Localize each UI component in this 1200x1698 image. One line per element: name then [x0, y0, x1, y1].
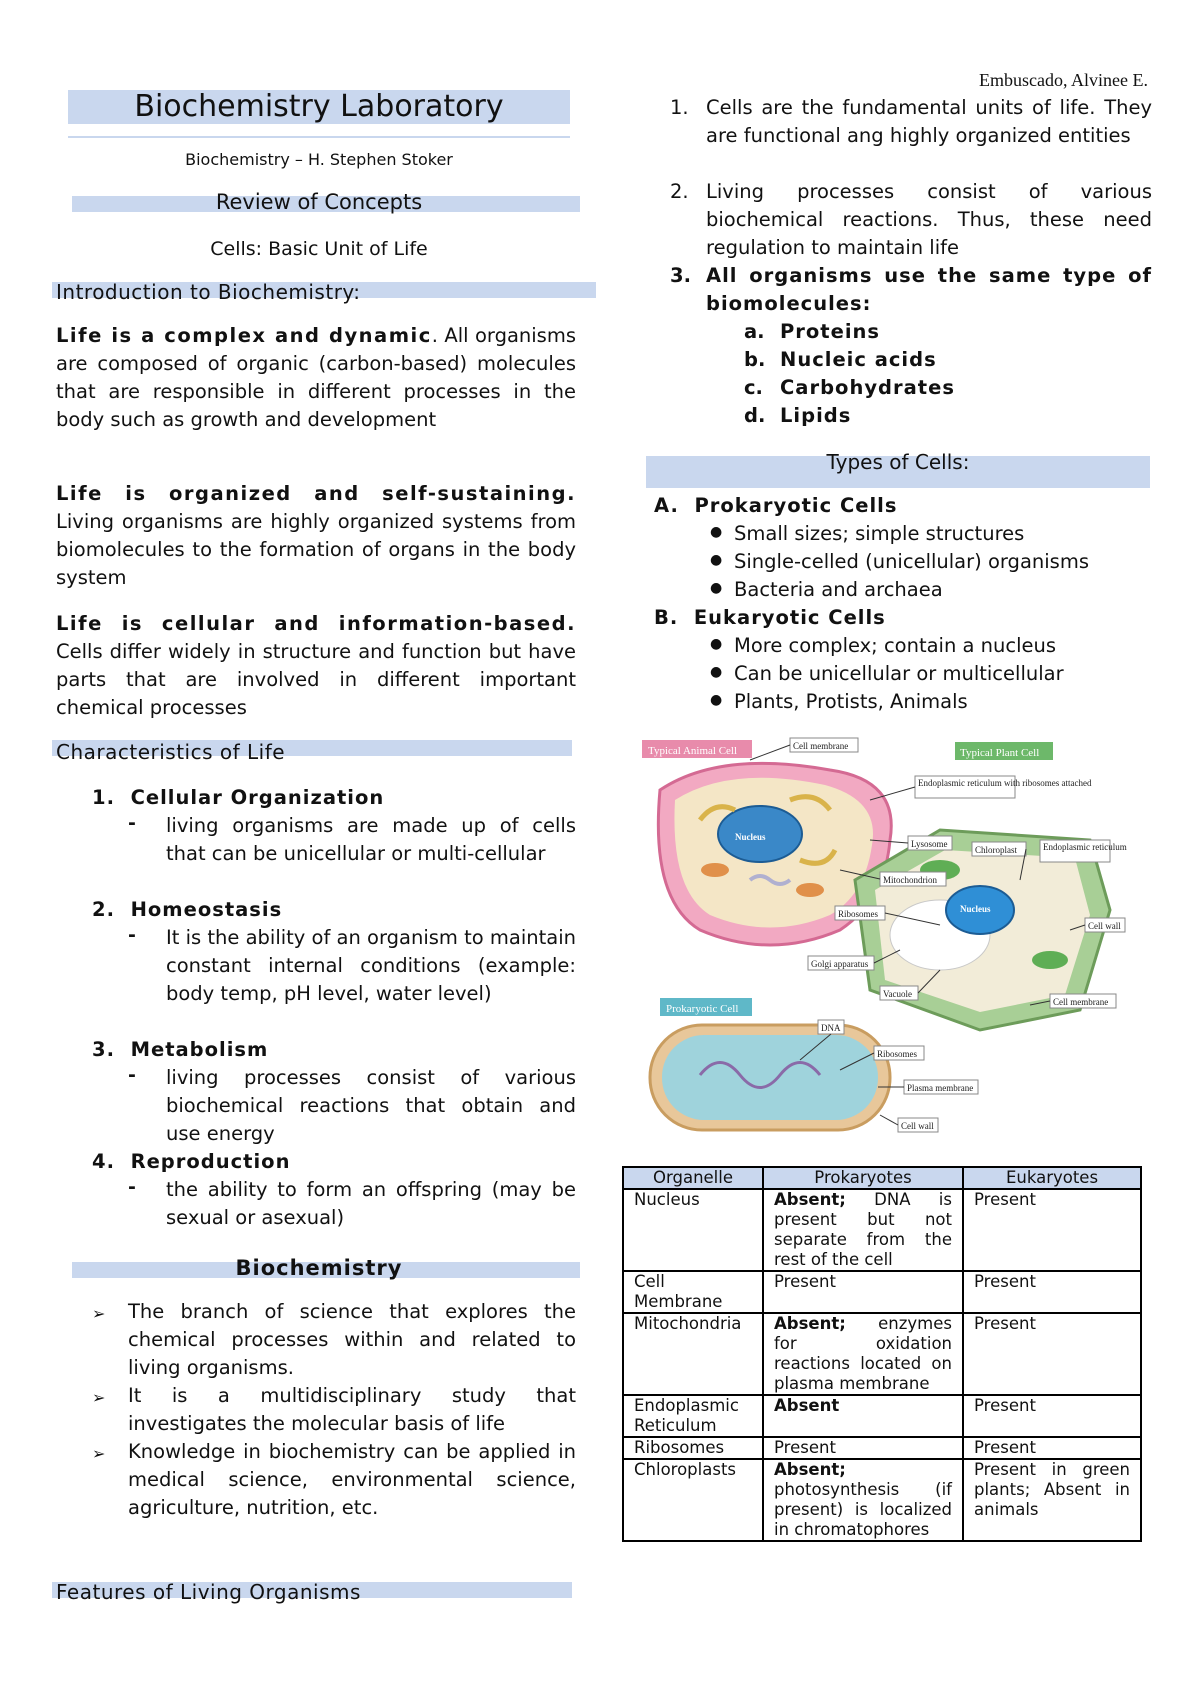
diagram-label: Nucleus	[960, 904, 991, 914]
table-header-organelle: Organelle	[623, 1167, 763, 1189]
organelle-cell: Mitochondria	[623, 1313, 763, 1395]
arrow-bullet-icon: ➢	[92, 1304, 106, 1323]
paragraph-3: Life is cellular and information-based. Cells differ widely in structure and function but have parts that are involved in different important chemical processes	[56, 612, 576, 719]
feature-3: All organisms use the same type of biomolecules:	[706, 264, 1152, 315]
eukaryote-cell: Present	[963, 1189, 1141, 1271]
organelle-table	[622, 1166, 1142, 1542]
bullet-icon: ●	[710, 664, 723, 680]
biomolecule-b-letter: b.	[744, 348, 766, 371]
review-heading: Review of Concepts	[215, 190, 423, 214]
feature-3-num: 3.	[670, 264, 691, 287]
biomolecule-d-letter: d.	[744, 404, 766, 427]
prokaryote-cell: Absent	[763, 1395, 963, 1437]
arrow-bullet-icon: ➢	[92, 1444, 106, 1463]
features-heading: Features of Living Organisms	[56, 1580, 361, 1604]
bullet-icon: ●	[710, 552, 723, 568]
dash-1: -	[128, 812, 136, 834]
feature-2: Living processes consist of various biochemical reactions. Thus, these need regulation to maintain life	[706, 180, 1152, 259]
feature-1: Cells are the fundamental units of life. They are functional ang highly organized entities	[706, 96, 1152, 147]
organelle-cell: Endoplasmic Reticulum	[623, 1395, 763, 1437]
prokaryote-label: Prokaryotic Cell	[666, 1003, 739, 1015]
characteristic-2-desc: It is the ability of an organism to maintain constant internal conditions (example: body temp, pH level, water level)	[166, 926, 576, 1005]
diagram-label: Plasma membrane	[907, 1083, 974, 1093]
paragraph-2: Life is organized and self-sustaining. Living organisms are highly organized systems from biomolecules to the formation of organs in the body system	[56, 482, 576, 589]
characteristics-heading: Characteristics of Life	[56, 740, 286, 764]
eukaryotic-item-2: Can be unicellular or multicellular	[734, 662, 1064, 685]
dash-3: -	[128, 1064, 136, 1086]
table-row	[623, 1271, 1141, 1313]
eukaryotic-heading: B. Eukaryotic Cells	[654, 606, 886, 629]
topic-text: Cells: Basic Unit of Life	[210, 238, 428, 260]
eukaryote-cell: Present	[963, 1271, 1141, 1313]
organelle-cell: Ribosomes	[623, 1437, 763, 1459]
diagram-label: Ribosomes	[877, 1049, 918, 1059]
diagram-label: Endoplasmic reticulum	[1043, 842, 1127, 852]
organelle-cell: Cell Membrane	[623, 1271, 763, 1313]
bullet-icon: ●	[710, 692, 723, 708]
diagram-label: Nucleus	[735, 832, 766, 842]
eukaryote-cell: Present in green plants; Absent in animals	[963, 1459, 1141, 1541]
characteristic-4-desc: the ability to form an offspring (may be sexual or asexual)	[166, 1178, 576, 1229]
biomolecule-d: Lipids	[780, 404, 852, 427]
table-header-row	[623, 1167, 1141, 1189]
characteristic-1: 1. Cellular Organization	[92, 786, 385, 809]
author-name: Embuscado, Alvinee E.	[979, 70, 1148, 90]
table-row	[623, 1459, 1141, 1541]
organelle-cell: Chloroplasts	[623, 1459, 763, 1541]
diagram-label: Cell membrane	[793, 741, 849, 751]
prokaryotic-cell-illustration	[650, 998, 890, 1130]
source-text: Biochemistry – H. Stephen Stoker	[185, 150, 453, 169]
table-row	[623, 1313, 1141, 1395]
eukaryotic-item-3: Plants, Protists, Animals	[734, 690, 968, 713]
biomolecule-a: Proteins	[780, 320, 881, 343]
characteristic-3-desc: living processes consist of various biochemical reactions that obtain and use energy	[166, 1066, 576, 1145]
arrow-bullet-icon: ➢	[92, 1388, 106, 1407]
characteristic-4: 4. Reproduction	[92, 1150, 291, 1173]
feature-2-num: 2.	[670, 180, 689, 203]
diagram-label: Golgi apparatus	[811, 959, 869, 969]
cell-diagram	[640, 730, 1140, 1142]
document-title: Biochemistry Laboratory	[68, 90, 570, 124]
title-underline	[68, 136, 570, 138]
intro-heading: Introduction to Biochemistry:	[56, 280, 361, 304]
biochem-point-2: It is a multidisciplinary study that investigates the molecular basis of life	[128, 1384, 576, 1435]
diagram-label: Cell membrane	[1053, 997, 1109, 1007]
diagram-label: DNA	[821, 1023, 841, 1033]
prokaryote-cell: Absent; photosynthesis (if present) is localized in chromatophores	[763, 1459, 963, 1541]
bullet-icon: ●	[710, 636, 723, 652]
biomolecule-c: Carbohydrates	[780, 376, 955, 399]
feature-1-num: 1.	[670, 96, 689, 119]
diagram-label: Chloroplast	[975, 845, 1017, 855]
biomolecule-a-letter: a.	[744, 320, 765, 343]
eukaryote-cell: Present	[963, 1437, 1141, 1459]
diagram-label: Cell wall	[1088, 921, 1121, 931]
characteristic-1-desc: living organisms are made up of cells that can be unicellular or multi-cellular	[166, 814, 576, 865]
biomolecule-b: Nucleic acids	[780, 348, 937, 371]
eukaryotic-item-1: More complex; contain a nucleus	[734, 634, 1057, 657]
prokaryotic-item-1: Small sizes; simple structures	[734, 522, 1025, 545]
plant-cell-label: Typical Plant Cell	[960, 747, 1040, 759]
prokaryote-cell: Present	[763, 1271, 963, 1313]
prokaryotic-item-2: Single-celled (unicellular) organisms	[734, 550, 1089, 573]
diagram-label: Vacuole	[883, 989, 912, 999]
dash-2: -	[128, 924, 136, 946]
table-row	[623, 1189, 1141, 1271]
prokaryotic-heading: A. Prokaryotic Cells	[654, 494, 898, 517]
biomolecule-c-letter: c.	[744, 376, 763, 399]
prokaryote-cell: Absent; enzymes for oxidation reactions located on plasma membrane	[763, 1313, 963, 1395]
diagram-label: Ribosomes	[838, 909, 879, 919]
biochem-point-1: The branch of science that explores the chemical processes within and related to living organisms.	[128, 1300, 576, 1379]
characteristic-3: 3. Metabolism	[92, 1038, 269, 1061]
table-row	[623, 1395, 1141, 1437]
diagram-label: Cell wall	[901, 1121, 934, 1131]
paragraph-1: Life is a complex and dynamic. All organisms are composed of organic (carbon-based) molecules that are responsible in different processes in the body such as growth and development	[56, 324, 576, 431]
diagram-label: Lysosome	[911, 839, 948, 849]
bullet-icon: ●	[710, 524, 723, 540]
organelle-cell: Nucleus	[623, 1189, 763, 1271]
prokaryotic-item-3: Bacteria and archaea	[734, 578, 943, 601]
eukaryote-cell: Present	[963, 1313, 1141, 1395]
diagram-label: Endoplasmic reticulum with ribosomes attached	[918, 778, 1092, 788]
biochem-heading: Biochemistry	[235, 1256, 403, 1280]
prokaryote-cell: Present	[763, 1437, 963, 1459]
biochem-point-3: Knowledge in biochemistry can be applied in medical science, environmental science, agriculture, nutrition, etc.	[128, 1440, 576, 1519]
dash-4: -	[128, 1176, 136, 1198]
types-heading: Types of Cells:	[826, 450, 970, 474]
table-row	[623, 1437, 1141, 1459]
table-header-eukaryotes: Eukaryotes	[963, 1167, 1141, 1189]
animal-cell-label: Typical Animal Cell	[648, 745, 738, 757]
bullet-icon: ●	[710, 580, 723, 596]
prokaryote-cell: Absent; DNA is present but not separate from the rest of the cell	[763, 1189, 963, 1271]
characteristic-2: 2. Homeostasis	[92, 898, 283, 921]
table-header-prokaryotes: Prokaryotes	[763, 1167, 963, 1189]
eukaryote-cell: Present	[963, 1395, 1141, 1437]
diagram-label: Mitochondrion	[883, 875, 937, 885]
